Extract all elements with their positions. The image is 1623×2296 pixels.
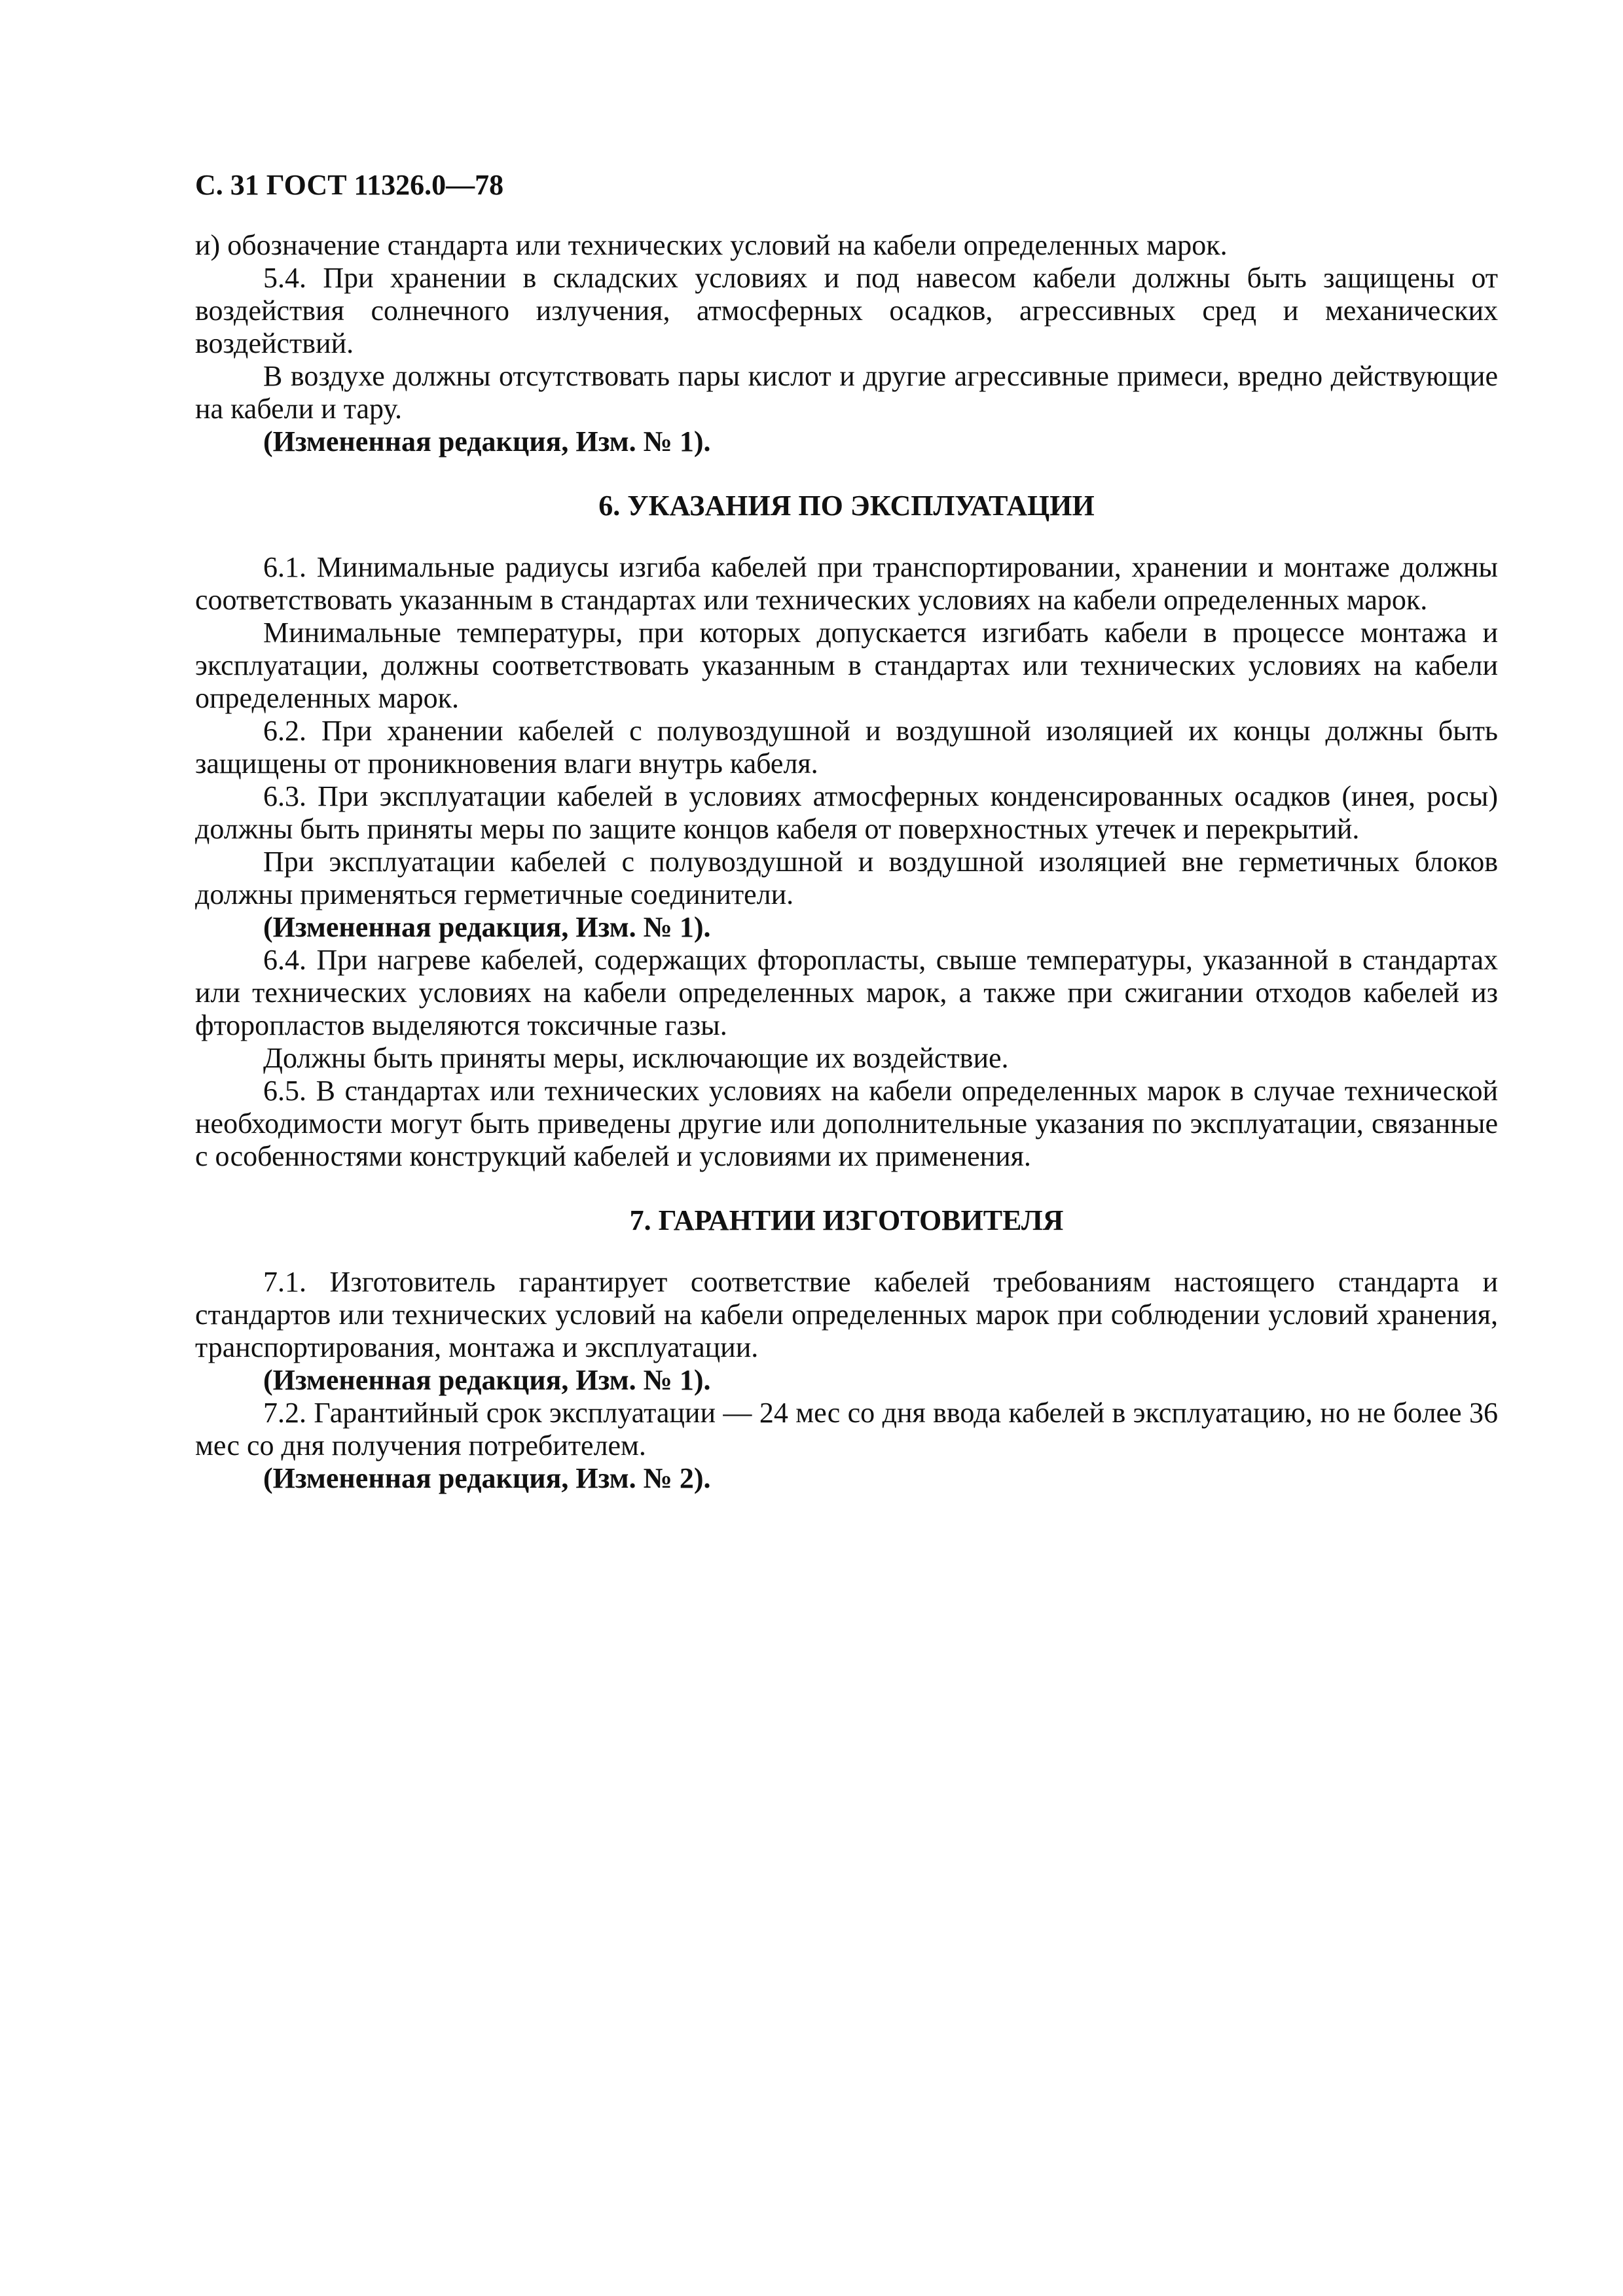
amendment-note: (Измененная редакция, Изм. № 2).: [263, 1462, 711, 1494]
paragraph-6-3-connectors: При эксплуатации кабелей с полувоздушной и воздушной изоляцией вне герметичных блоков должны применяться герметичные соединители.: [195, 846, 1498, 910]
paragraph-6-4-measures: Должны быть приняты меры, исключающие их воздействие.: [263, 1042, 1009, 1074]
page-header: С. 31 ГОСТ 11326.0—78: [195, 169, 504, 201]
amendment-note: (Измененная редакция, Изм. № 1).: [263, 425, 711, 457]
paragraph-6-4: 6.4. При нагреве кабелей, содержащих фторопласты, свыше температуры, указанной в стандартах или технических условиях на кабели определенных марок, а также при сжигании отходов кабелей из фторопластов выделяются токсичные газы.: [195, 944, 1498, 1041]
paragraph-7-2: 7.2. Гарантийный срок эксплуатации — 24 мес со дня ввода кабелей в эксплуатацию, но не более 36 мес со дня получения потребителем.: [195, 1397, 1498, 1462]
section-heading-6: 6. УКАЗАНИЯ ПО ЭКСПЛУАТАЦИИ: [598, 490, 1095, 522]
section-heading-7: 7. ГАРАНТИИ ИЗГОТОВИТЕЛЯ: [629, 1204, 1064, 1236]
amendment-note: (Измененная редакция, Изм. № 1).: [263, 911, 711, 943]
amendment-note: (Измененная редакция, Изм. № 1).: [263, 1364, 711, 1396]
list-item-i: и) обозначение стандарта или технических условий на кабели определенных марок.: [195, 229, 1228, 261]
paragraph-5-4: 5.4. При хранении в складских условиях и под навесом кабели должны быть защищены от воздействия солнечного излучения, атмосферных осадков, агрессивных сред и механических воздействий.: [195, 262, 1498, 359]
paragraph-6-5: 6.5. В стандартах или технических условиях на кабели определенных марок в случае технической необходимости могут быть приведены другие или дополнительные указания по эксплуатации, связанные с особенностями конструкций кабелей и условиями их применения.: [195, 1075, 1498, 1172]
paragraph-6-3: 6.3. При эксплуатации кабелей в условиях атмосферных конденсированных осадков (инея, росы) должны быть приняты меры по защите концов кабеля от поверхностных утечек и перекрытий.: [195, 780, 1498, 845]
paragraph-6-1-temperatures: Минимальные температуры, при которых допускается изгибать кабели в процессе монтажа и эксплуатации, должны соответствовать указанным в стандартах или технических условиях на кабели определенных марок.: [195, 617, 1498, 714]
paragraph-5-4-air: В воздухе должны отсутствовать пары кислот и другие агрессивные примеси, вредно действующие на кабели и тару.: [195, 360, 1498, 425]
paragraph-7-1: 7.1. Изготовитель гарантирует соответствие кабелей требованиям настоящего стандарта и стандартов или технических условий на кабели определенных марок при соблюдении условий хранения, транспортирования, монтажа и эксплуатации.: [195, 1266, 1498, 1363]
document-body: [195, 229, 1498, 1495]
paragraph-6-1: 6.1. Минимальные радиусы изгиба кабелей при транспортировании, хранении и монтаже должны соответствовать указанным в стандартах или технических условиях на кабели определенных марок.: [195, 551, 1498, 616]
paragraph-6-2: 6.2. При хранении кабелей с полувоздушной и воздушной изоляцией их концы должны быть защищены от проникновения влаги внутрь кабеля.: [195, 715, 1498, 780]
